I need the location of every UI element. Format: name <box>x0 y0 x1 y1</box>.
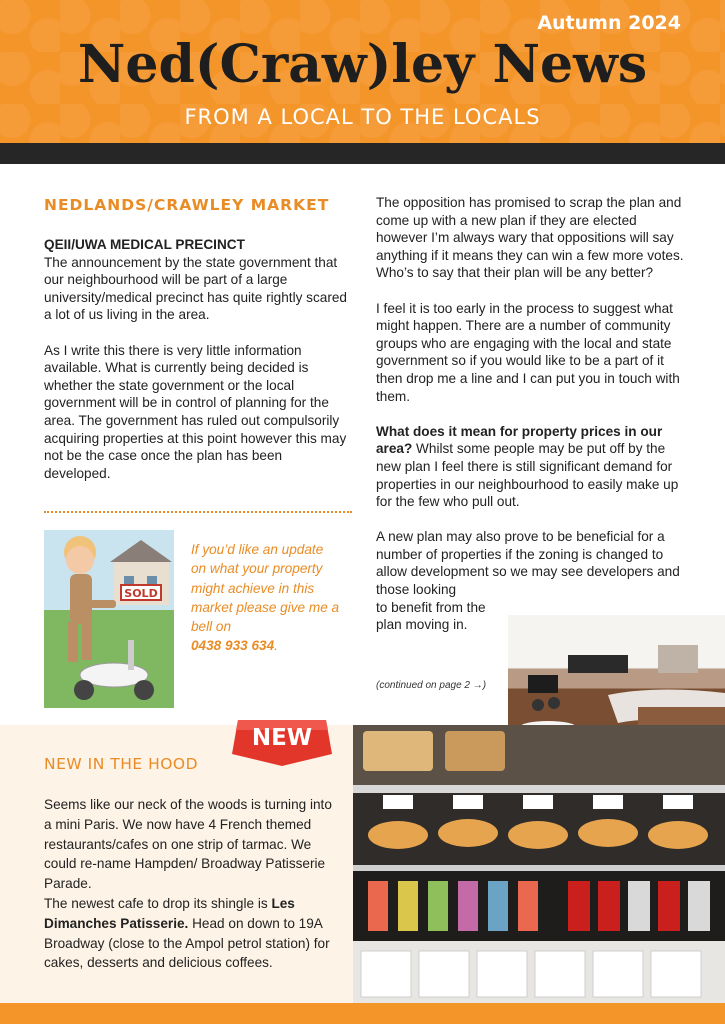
agent-phone-number[interactable]: 0438 933 634 <box>191 638 275 654</box>
edition-label: Autumn 2024 <box>537 12 681 34</box>
article-paragraph: A new plan may also prove to be beneficial for a number of properties if the zoning is changed to allow development so we may see developers and those looking <box>376 529 680 598</box>
pastry-display-photo <box>353 725 725 1003</box>
hood-article <box>44 795 334 973</box>
dotted-divider <box>44 511 352 513</box>
article-paragraph: I feel it is too early in the process to suggest what might happen. There are a number of community groups who are engaging with the local and state government so if you would like to be a part of it then drop me a line and I can put you in touch with them. <box>376 300 680 404</box>
article-wrap-line: to benefit from the <box>376 599 486 615</box>
market-section-title: NEDLANDS/CRAWLEY MARKET <box>44 196 330 214</box>
article-paragraph: The opposition has promised to scrap the plan and come up with a new plan if they are elected however I’m always wary that oppositions will say anything if it means they can win a few more votes. Who’s to say that their plan will be any better? <box>376 195 684 281</box>
article-wrap-line: plan moving in. <box>376 617 468 633</box>
newsletter-title: Ned(Craw)ley News <box>77 34 648 95</box>
article-paragraph: As I write this there is very little information available. What is currently being decided is whether the state government or the local government will be in control of planning for the area. The government has ruled out compulsorily acquiring properties at this point however this may not be the case once the plan has been developed. <box>44 342 347 481</box>
market-article-right <box>376 194 686 634</box>
agent-call-to-action: If you’d like an update on what your property might achieve in this market please give me a bell on 0438 933 634. <box>191 542 340 654</box>
hood-section-title: NEW IN THE HOOD <box>44 755 199 773</box>
market-article-left <box>44 196 349 500</box>
agent-illustration <box>44 530 174 708</box>
agent-caricature-image <box>44 530 174 708</box>
tagline: FROM A LOCAL TO THE LOCALS <box>184 105 541 129</box>
continued-note: (continued on page 2 →) <box>376 680 487 691</box>
article-paragraph: What does it mean for property prices in our area? Whilst some people may be put off by the new plan I feel there is still significant demand for properties in our neighbourhood to easily make up for the few who pull out. <box>376 423 679 510</box>
question-heading: What does it mean for property prices in our area? <box>376 423 663 457</box>
cafe-name: Les Dimanches Patisserie. <box>44 895 295 931</box>
header-divider-bar <box>0 143 725 164</box>
masthead-banner <box>0 0 725 143</box>
article-paragraph: The announcement by the state government that our neighbourhood will be part of a large university/medical precinct has quite rightly scared a lot of us living in the area. <box>44 254 347 323</box>
precinct-subhead: QEII/UWA MEDICAL PRECINCT <box>44 237 245 252</box>
sold-sign-text: SOLD <box>124 587 158 600</box>
article-paragraph: Seems like our neck of the woods is turning into a mini Paris. We now have 4 French themed restaurants/cafes on one strip of tarmac. We could re-name Hampden/ Broadway Patisserie Parade. <box>44 797 332 892</box>
article-paragraph: The newest cafe to drop its shingle is Les Dimanches Patisserie. Head on down to 19A Broadway (close to the Ampol petrol station) for cakes, desserts and delicious coffees. <box>44 895 330 971</box>
footer-bar <box>0 1003 725 1024</box>
new-badge-label: NEW <box>251 725 313 751</box>
